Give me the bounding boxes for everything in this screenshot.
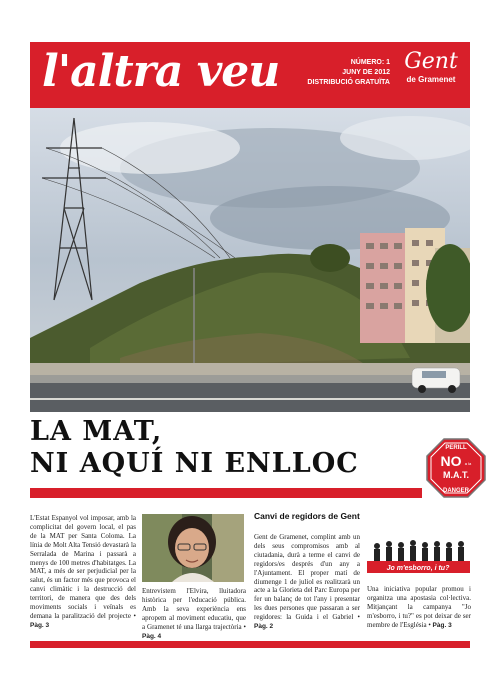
article-mat: [30, 514, 136, 631]
stop-sign-icon: [426, 438, 486, 498]
issue-info: [280, 58, 390, 88]
apostasy-banner-text: Jo m'esborro, i tu?: [386, 565, 450, 572]
brand-logo: [400, 50, 462, 86]
masthead-logo: l'altra veu: [42, 46, 280, 97]
issue-date: JUNY DE 2012: [342, 69, 390, 76]
apostasy-campaign-illustration: [367, 514, 470, 580]
article-mat-text: L'Estat Espanyol vol imposar, amb la complicitat del govern local, el pas de la MAT per Santa Coloma. La línia de Molt Alta Tensió devastarà la Serralada de Marina i passarà a menys de 100 metres d'habitatges. La MAT, a més de ser perjudicial per la salut, és un factor més que provoca el canvi climàtic i la destrucció del territori, de manera que des dels moviments socials i veïnals es demana la paralització del projecte •: [30, 514, 136, 620]
stop-sign-small: a la: [464, 461, 472, 466]
issue-distribution: DISTRIBUCIÓ GRATUÏTA: [307, 79, 390, 86]
headline-line-2: NI AQUÍ NI ENLLOC: [30, 448, 359, 479]
apostasy-campaign-image: [367, 514, 470, 580]
brand-subtitle: de Gramenet: [406, 75, 456, 84]
article-apostasy-page: Pàg. 3: [432, 621, 452, 629]
masthead: [30, 42, 470, 108]
article-interview-page: Pàg. 4: [142, 632, 162, 640]
footer-bar: [30, 641, 470, 648]
no-mat-stop-sign: [426, 438, 486, 498]
article-councillors-title: Canvi de regidors de Gent: [254, 511, 360, 521]
article-councillors: [254, 533, 360, 632]
headline: [30, 416, 410, 480]
stop-sign-bottom: DANGER: [442, 488, 470, 494]
article-councillors-page: Pàg. 2: [254, 623, 274, 631]
article-mat-page: Pàg. 3: [30, 621, 50, 629]
headline-line-1: LA MAT,: [30, 416, 163, 447]
stop-sign-top: PERILL: [445, 445, 467, 451]
hero-photo-illustration: [30, 108, 470, 412]
article-interview-text: Entrevistem l'Elvira, lluitadora històrica per l'educació pública. Amb la seva experiència ens apropem al moviment educatiu, que a Gramenet té una llarga trajectòria •: [142, 587, 246, 631]
article-interview: [142, 587, 246, 641]
brand-name: Gent: [404, 49, 458, 74]
article-councillors-text: Gent de Gramenet, complint amb un dels seus compromisos amb al ciutadania, durà a terme el canvi de regidors/es després d'un any a l'Ajuntament. El proper matí de diumenge 1 de juliol es realitzarà un acte a la Glorieta del Parc Europa per fer un balanç de tot l'any i presentar les dues persones que passaran a ser regidores: la Guida i el Gabriel •: [254, 533, 360, 622]
article-apostasy-text: Una iniciativa popular promou i organitza una apostasia col·lectiva. Mitjançant la campanya "Jo m'esborro, i tu?" es pot deixar de ser membre de l'Església •: [367, 585, 471, 629]
issue-number: NÚMERO: 1: [350, 59, 390, 66]
headline-divider-bar: [30, 488, 422, 498]
stop-sign-mat: M.A.T.: [443, 470, 469, 480]
hero-photo: [30, 108, 470, 412]
stop-sign-no: NO: [440, 453, 462, 469]
interview-photo-illustration: [142, 514, 244, 582]
article-apostasy: [367, 585, 471, 631]
interview-photo: [142, 514, 244, 582]
